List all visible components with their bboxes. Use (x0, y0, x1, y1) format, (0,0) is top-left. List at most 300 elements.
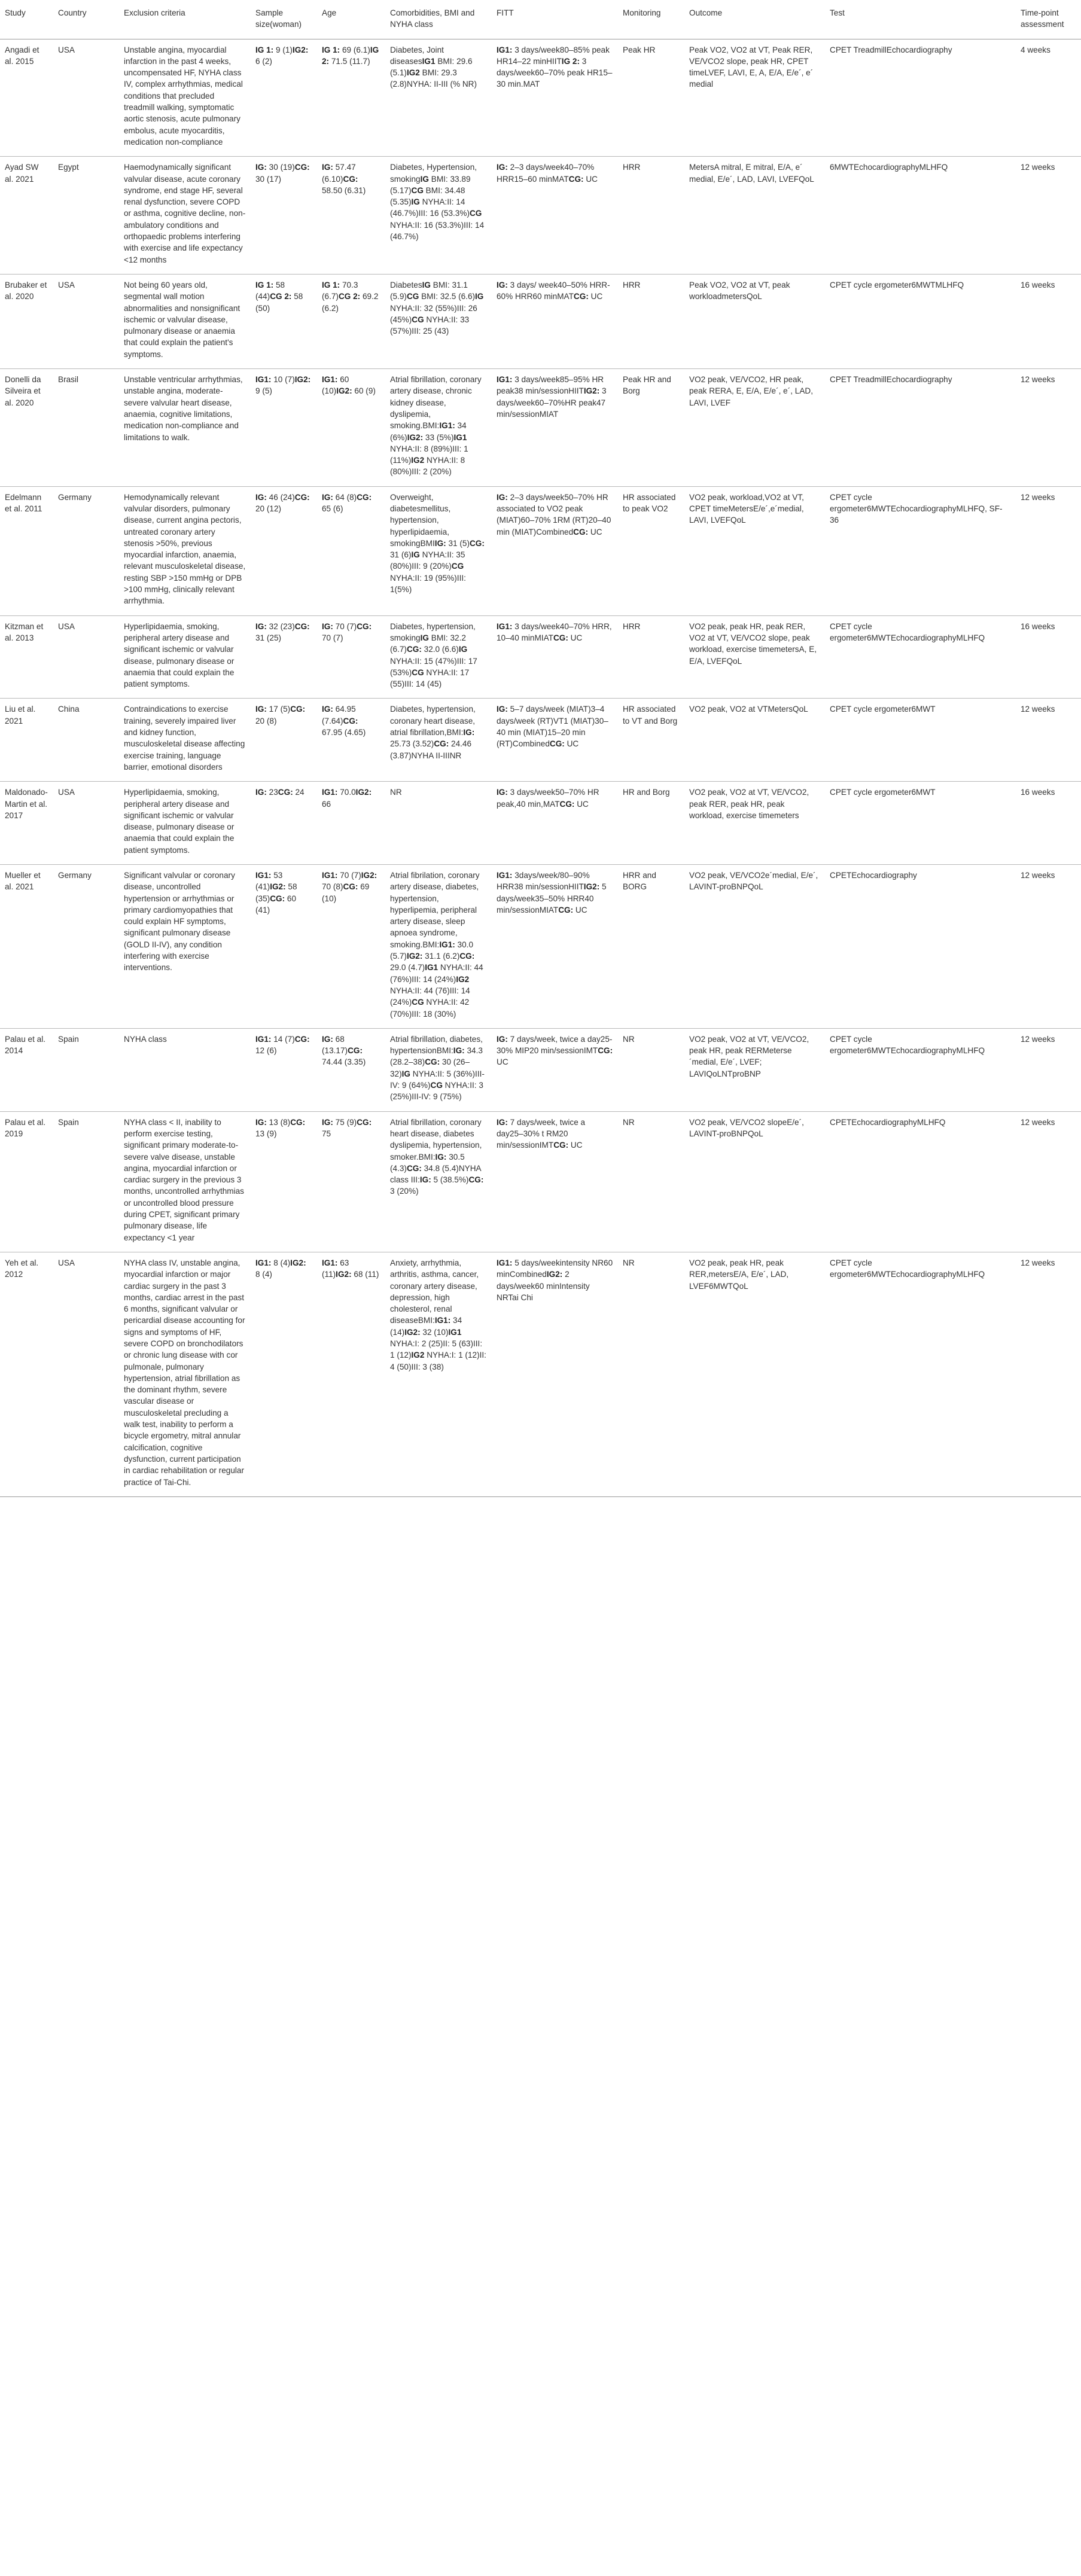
cell-study (0, 1252, 53, 1496)
cell-fitt (492, 369, 618, 487)
column-header-fitt: FITT (492, 4, 618, 39)
cell-outcome (684, 865, 825, 1029)
cell-text: VO2 peak, VE/VCO2, HR peak, peak RERA, E, E/A, E/e´, e´, LAD, LAVI, LVEF (689, 375, 814, 407)
cell-study (0, 699, 53, 782)
cell-sample (251, 39, 317, 157)
group-label: IG 1: (255, 280, 274, 289)
cell-text: Unstable angina, myocardial infarction in the past 4 weeks, uncompensated HF, NYHA class IV, complex arrhythmias, medical conditions that precluded treadmill walking, symptomatic aortic stenosis, acute pulmonary embolus, acute myocarditis, medication non-compliance (124, 45, 243, 147)
table-row (0, 486, 1081, 615)
cell-text-segment: UC (497, 1057, 508, 1067)
cell-text-segment: UC (573, 905, 587, 914)
cell-text-segment: 67.95 (4.65) (322, 728, 366, 737)
group-label: IG (411, 197, 420, 207)
cell-age (317, 1111, 385, 1252)
cell-text-segment: 13 (8) (266, 1117, 291, 1127)
cell-text-segment: 74.44 (3.35) (322, 1057, 366, 1067)
cell-text: Maldonado-Martin et al. 2017 (5, 788, 48, 820)
cell-timepoint (1016, 865, 1081, 1029)
group-label: IG: (497, 1117, 508, 1127)
cell-text: Peak VO2, VO2 at VT, peak workloadmetersQoL (689, 280, 790, 301)
group-label: IG2 (411, 1351, 425, 1360)
group-label: IG (411, 550, 420, 560)
cell-text-segment: 30 (26–32) (390, 1057, 470, 1078)
cell-sample (251, 1252, 317, 1496)
cell-monitoring (618, 615, 684, 699)
cell-text-segment: 7 days/week, twice a day25-30% MIP20 min/sessionIMT (497, 1034, 613, 1056)
cell-text-segment: 3 (20%) (390, 1187, 419, 1196)
group-label: IG2: (407, 432, 424, 442)
cell-monitoring (618, 39, 684, 157)
cell-sample (251, 615, 317, 699)
cell-text-segment: 13 (9) (255, 1129, 277, 1138)
group-label: IG: (419, 1175, 431, 1185)
group-label: CG (430, 1081, 443, 1090)
cell-text: Edelmann et al. 2011 (5, 492, 42, 513)
cell-text-segment: UC (588, 292, 603, 301)
cell-text-segment: NYHA:II: 33 (57%)III: 25 (43) (390, 315, 470, 336)
cell-country (53, 39, 119, 157)
cell-timepoint (1016, 615, 1081, 699)
cell-study (0, 1028, 53, 1111)
group-label: CG: (278, 788, 293, 797)
cell-text-segment: 64 (8) (333, 492, 357, 502)
column-header-timepoint: Time-point assessment (1016, 4, 1081, 39)
cell-timepoint (1016, 274, 1081, 368)
cell-text: 16 weeks (1021, 621, 1055, 631)
cell-age (317, 1252, 385, 1496)
cell-comorb (385, 865, 492, 1029)
cell-country (53, 1252, 119, 1496)
cell-text-segment: NR (390, 788, 402, 797)
column-header-comorb: Comorbidities, BMI and NYHA class (385, 4, 492, 39)
cell-text-segment: 2–3 days/week50–70% HR associated to VO2 peak (MIAT)60–70% 1RM (RT)20–40 min (MIAT)Combined (497, 492, 611, 536)
cell-monitoring (618, 1028, 684, 1111)
cell-text-segment: 3days/week/80–90% HRR38 min/sessionHIIT (497, 871, 590, 892)
cell-text: USA (58, 1258, 75, 1267)
cell-text-segment: 20 (8) (255, 716, 277, 725)
group-label: CG (406, 292, 419, 301)
group-label: CG (412, 667, 424, 677)
cell-exclusion (119, 39, 251, 157)
cell-text-segment: 32.0 (6.6) (421, 645, 459, 654)
group-label: IG: (497, 705, 508, 714)
group-label: IG 2: (322, 45, 379, 66)
cell-text: USA (58, 45, 75, 54)
cell-text: CPET cycle ergometer6MWTEchocardiographyMLHFQ (830, 621, 985, 642)
cell-study (0, 274, 53, 368)
cell-comorb (385, 157, 492, 275)
cell-country (53, 369, 119, 487)
group-label: IG1 (453, 432, 467, 442)
cell-text-segment: 32 (10) (420, 1327, 449, 1337)
group-label: IG1: (497, 45, 513, 54)
cell-text: Significant valvular or coronary disease, uncontrolled hypertension or arrhythmias or primary cardiomyopathies that could explain HF symptoms, significant pulmonary disease (GOLD II-IV), any condition interfering with exercise interventions. (124, 871, 235, 973)
cell-text-segment: 69.2 (6.2) (322, 292, 379, 313)
cell-text-segment: 17 (5) (266, 705, 291, 714)
cell-sample (251, 1111, 317, 1252)
cell-text-segment: 2 days/week60 minIntensity NRTai Chi (497, 1270, 590, 1302)
cell-text: CPETEchocardiographyMLHFQ (830, 1117, 946, 1127)
cell-text: CPET cycle ergometer6MWTMLHFQ (830, 280, 964, 289)
cell-exclusion (119, 486, 251, 615)
cell-text-segment: 58.50 (6.31) (322, 185, 366, 195)
cell-text: 4 weeks (1021, 45, 1050, 54)
cell-text-segment: Anxiety, arrhythmia, arthritis, asthma, cancer, coronary artery disease, depression, high cholesterol, renal diseaseBMI: (390, 1258, 479, 1325)
cell-text: CPET cycle ergometer6MWTEchocardiographyMLHFQ, SF-36 (830, 492, 1003, 525)
cell-text: NR (623, 1258, 635, 1267)
cell-text: 12 weeks (1021, 1117, 1055, 1127)
cell-text-segment: 3 days/ week40–50% HRR- 60% HRR60 minMAT (497, 280, 610, 301)
cell-text-segment: 7 days/week, twice a day25–30% t RM20 min/sessionIMT (497, 1117, 586, 1150)
cell-age (317, 157, 385, 275)
cell-age (317, 486, 385, 615)
table-row (0, 782, 1081, 865)
group-label: CG: (568, 174, 584, 184)
cell-text: NYHA class IV, unstable angina, myocardial infarction or major cardiac surgery in the past 3 months, cardiac arrest in the past 6 months, significant valvular or pericardial disease accounting for signs and symptoms of HF, severe COPD on bronchodilators or chronic lung disease with cor pulmonale, pulmonary hypertension, atrial fibrillation as the dominant rhythm, severe vascular disease or musculoskeletal precluding a walk test, inability to perform a bicycle ergometry, mitral annular calcification, cognitive dysfunction, current participation in cardiac rehabilitation or regular practice of Tai-Chi. (124, 1258, 245, 1487)
cell-test (825, 782, 1016, 865)
cell-text-segment: 58 (44) (255, 280, 285, 301)
cell-comorb (385, 486, 492, 615)
group-label: IG2: (361, 871, 377, 880)
group-label: IG1: (322, 788, 338, 797)
group-label: CG: (357, 1117, 372, 1127)
cell-text: VO2 peak, peak HR, peak RER, VO2 at VT, VE/VCO2 slope, peak workload, exercise timemetersA, E, E/A, LVEFQoL (689, 621, 817, 666)
cell-country (53, 274, 119, 368)
cell-text: Spain (58, 1117, 79, 1127)
group-label: IG: (497, 492, 508, 502)
cell-text-segment: UC (564, 739, 579, 749)
group-label: IG: (497, 788, 508, 797)
cell-text: CPET cycle ergometer6MWTEchocardiographyMLHFQ (830, 1258, 985, 1279)
cell-text-segment: 31 (6) (390, 550, 412, 560)
column-header-age: Age (317, 4, 385, 39)
group-label: CG: (357, 492, 372, 502)
group-label: CG: (357, 621, 372, 631)
cell-sample (251, 486, 317, 615)
group-label: IG (420, 174, 429, 184)
cell-comorb (385, 274, 492, 368)
cell-text-segment: 2–3 days/week40–70% HRR15–60 minMAT (497, 163, 595, 184)
cell-text-segment: 34.3 (28.2–38) (390, 1046, 483, 1067)
cell-text-segment: NYHA:II: 15 (47%)III: 17 (53%) (390, 656, 477, 677)
group-label: IG (458, 645, 468, 654)
group-label: IG1: (434, 1316, 451, 1325)
group-label: IG: (322, 621, 333, 631)
cell-test (825, 865, 1016, 1029)
group-label: CG: (573, 292, 589, 301)
group-label: IG2: (270, 882, 286, 892)
cell-text-segment: NYHA:II: 19 (95%)III: 1(5%) (390, 573, 466, 595)
group-label: IG2 (456, 974, 470, 984)
group-label: IG2: (406, 952, 423, 961)
group-label: IG1: (322, 375, 338, 385)
cell-test (825, 39, 1016, 157)
cell-text-segment: Atrial fibrillation, diabetes, hypertensionBMI: (390, 1034, 483, 1056)
cell-text-segment: 70 (8) (322, 882, 343, 892)
table-row (0, 865, 1081, 1029)
cell-text-segment: UC (588, 527, 602, 536)
cell-test (825, 615, 1016, 699)
group-label: IG1: (439, 940, 455, 949)
cell-outcome (684, 369, 825, 487)
cell-fitt (492, 1111, 618, 1252)
group-label: IG: (453, 1046, 465, 1056)
cell-study (0, 486, 53, 615)
group-label: CG: (469, 538, 485, 548)
cell-comorb (385, 699, 492, 782)
cell-text: 16 weeks (1021, 280, 1055, 289)
group-label: IG2: (404, 1327, 421, 1337)
cell-exclusion (119, 782, 251, 865)
cell-text: CPET TreadmillEchocardiography (830, 45, 952, 54)
cell-text: Contraindications to exercise training, severely impaired liver and kidney function, musculoskeletal disease affecting exercise training, language barrier, emotional disorders (124, 705, 245, 772)
cell-text-segment: 70.3 (6.7) (322, 280, 358, 301)
cell-text: NYHA class (124, 1034, 167, 1044)
group-label: CG: (290, 1117, 306, 1127)
cell-monitoring (618, 486, 684, 615)
cell-text: Ayad SW al. 2021 (5, 163, 39, 184)
cell-exclusion (119, 865, 251, 1029)
cell-text: Kitzman et al. 2013 (5, 621, 44, 642)
group-label: CG: (573, 527, 589, 536)
column-header-monitoring: Monitoring (618, 4, 684, 39)
cell-text: VO2 peak, VO2 at VT, VE/VCO2, peak RER, peak HR, peak workload, exercise timemeters (689, 788, 809, 820)
group-label: CG: (406, 645, 422, 654)
group-label: CG: (343, 716, 358, 725)
cell-text: USA (58, 788, 75, 797)
cell-text-segment: 71.5 (11.7) (329, 56, 370, 66)
cell-text-segment: 58 (50) (255, 292, 303, 313)
cell-age (317, 615, 385, 699)
group-label: CG (411, 185, 424, 195)
cell-text: 12 weeks (1021, 375, 1055, 385)
cell-exclusion (119, 699, 251, 782)
cell-text-segment: BMI: 29.3 (2.8)NYHA: II-III (% NR) (390, 68, 477, 89)
cell-text-segment: Diabetes, hypertension, coronary heart disease, atrial fibrillation,BMI: (390, 705, 476, 737)
cell-text-segment: NYHA:II: 32 (55%)III: 26 (45%) (390, 303, 477, 324)
cell-text-segment: 60 (9) (352, 386, 376, 396)
cell-text: Angadi et al. 2015 (5, 45, 39, 66)
cell-text-segment: 75 (9) (333, 1117, 357, 1127)
cell-comorb (385, 1111, 492, 1252)
cell-text: 12 weeks (1021, 871, 1055, 880)
group-label: CG: (290, 705, 306, 714)
cell-text: Haemodynamically significant valvular disease, acute coronary syndrome, end stage HF, several renal dysfunction, severe COPD or asthma, cognitive decline, non-ambulatory conditions and orthopaedic problems interfering with exercise and life expectancy <12 months (124, 163, 246, 264)
cell-text-segment: 8 (4) (271, 1258, 291, 1267)
cell-text-segment: Diabetes (390, 280, 422, 289)
group-label: IG1: (497, 871, 513, 880)
cell-text: Donelli da Silveira et al. 2020 (5, 375, 41, 407)
cell-text: Liu et al. 2021 (5, 705, 36, 725)
cell-text-segment: Diabetes, Hypertension, smoking (390, 163, 477, 184)
group-label: IG: (322, 492, 333, 502)
group-label: IG1: (255, 1258, 272, 1267)
cell-text: HRR (623, 163, 641, 172)
cell-text: Brasil (58, 375, 78, 385)
cell-sample (251, 157, 317, 275)
cell-text-segment: 20 (12) (255, 504, 282, 513)
cell-text-segment: 70 (7) (322, 633, 343, 642)
cell-text-segment: 8 (4) (255, 1270, 272, 1279)
cell-country (53, 699, 119, 782)
group-label: IG2: (292, 45, 309, 54)
cell-sample (251, 699, 317, 782)
cell-text-segment: BMI: 31.1 (5.9) (390, 280, 468, 301)
cell-text: VO2 peak, peak HR, peak RER,metersE/A, E/e´, LAD, LVEF6MWTQoL (689, 1258, 789, 1291)
cell-text-segment: 3 days/week60–70% peak HR15–30 min.MAT (497, 56, 613, 89)
cell-text: USA (58, 621, 75, 631)
cell-text-segment: 9 (1) (273, 45, 293, 54)
cell-text-segment: NYHA:II: 44 (76)III: 14 (24%) (390, 986, 470, 1007)
cell-text: Germany (58, 871, 92, 880)
group-label: IG 2: (561, 56, 580, 66)
group-label: CG: (549, 739, 565, 749)
cell-text-segment: 70 (7) (333, 621, 357, 631)
cell-timepoint (1016, 39, 1081, 157)
group-label: CG: (425, 1057, 440, 1067)
cell-age (317, 1028, 385, 1111)
cell-timepoint (1016, 1028, 1081, 1111)
cell-text-segment: 60 (41) (255, 894, 297, 914)
cell-text-segment: NYHA:II: 44 (76%)III: 14 (24%) (390, 963, 483, 984)
cell-text-segment: 34 (6%) (390, 421, 467, 442)
group-label: IG: (255, 1117, 267, 1127)
cell-timepoint (1016, 699, 1081, 782)
group-label: IG1 (425, 963, 439, 973)
cell-country (53, 1028, 119, 1111)
cell-monitoring (618, 1252, 684, 1496)
cell-country (53, 865, 119, 1029)
cell-country (53, 157, 119, 275)
table-header-row (0, 4, 1081, 39)
cell-text: NYHA class < II, inability to perform exercise testing, significant primary moderate-to-severe valve disease, unstable angina, myocardial infarction or cardiac surgery in the previous 3 months, uncontrolled arrhythmias or uncontrolled blood pressure during CPET, significant primary pulmonary disease, life expectancy <1 year (124, 1117, 244, 1242)
cell-text-segment: BMI: 29.6 (5.1) (390, 56, 473, 78)
cell-text-segment: 3 days/week50–70% HR peak,40 min,MAT (497, 788, 599, 809)
cell-test (825, 699, 1016, 782)
group-label: CG: (294, 1034, 310, 1044)
group-label: IG1 (422, 56, 436, 66)
table-row (0, 274, 1081, 368)
cell-text: USA (58, 280, 75, 289)
group-label: CG: (343, 174, 358, 184)
group-label: IG: (255, 705, 267, 714)
cell-monitoring (618, 274, 684, 368)
cell-test (825, 1028, 1016, 1111)
group-label: IG: (255, 621, 267, 631)
group-label: CG: (294, 492, 310, 502)
cell-text-segment: 24.46 (3.87)NYHA II-IIINR (390, 739, 472, 760)
cell-exclusion (119, 369, 251, 487)
cell-text-segment: UC (568, 633, 583, 642)
group-label: IG1: (255, 871, 272, 880)
cell-text-segment: 14 (7) (271, 1034, 295, 1044)
cell-text-segment: 30.5 (4.3) (390, 1152, 465, 1173)
cell-fitt (492, 699, 618, 782)
cell-comorb (385, 1028, 492, 1111)
cell-text-segment: 58 (35) (255, 882, 297, 903)
cell-test (825, 1111, 1016, 1252)
group-label: CG: (558, 905, 574, 914)
cell-text: Hyperlipidaemia, smoking, peripheral artery disease and significant ischemic or valvular disease, pulmonary disease or anaemia that could explain the patient symptoms. (124, 621, 235, 689)
cell-text-segment: NYHA:II: 16 (53.3%)III: 14 (46.7%) (390, 220, 485, 242)
cell-outcome (684, 274, 825, 368)
cell-age (317, 39, 385, 157)
cell-monitoring (618, 865, 684, 1029)
group-label: IG1: (497, 1258, 513, 1267)
cell-text: 12 weeks (1021, 1258, 1055, 1267)
cell-text-segment: 34 (14) (390, 1316, 462, 1337)
cell-text-segment: 5 (38.5%) (431, 1175, 469, 1185)
cell-timepoint (1016, 782, 1081, 865)
cell-text: China (58, 705, 80, 714)
cell-text-segment: NYHA:II: 3 (25%)III-IV: 9 (75%) (390, 1081, 483, 1102)
group-label: IG 1: (322, 45, 340, 54)
cell-text-segment: UC (574, 799, 589, 809)
cell-country (53, 1111, 119, 1252)
group-label: CG (469, 209, 482, 218)
table-row (0, 1028, 1081, 1111)
cell-monitoring (618, 369, 684, 487)
group-label: IG1 (448, 1327, 462, 1337)
cell-text: CPET TreadmillEchocardiography (830, 375, 952, 385)
cell-text-segment: 24 (293, 788, 304, 797)
cell-text: Yeh et al. 2012 (5, 1258, 39, 1279)
cell-fitt (492, 615, 618, 699)
cell-country (53, 782, 119, 865)
cell-sample (251, 274, 317, 368)
cell-study (0, 39, 53, 157)
cell-outcome (684, 1252, 825, 1496)
cell-timepoint (1016, 486, 1081, 615)
cell-comorb (385, 615, 492, 699)
group-label: CG: (553, 633, 568, 642)
cell-text-segment: Overweight, diabetesmellitus, hypertension, hyperlipidaemia, smokingBMI (390, 492, 451, 548)
cell-sample (251, 1028, 317, 1111)
cell-text-segment: 25.73 (3.52) (390, 739, 434, 749)
cell-text-segment: 3 days/week80–85% peak HR14–22 minHIIT (497, 45, 610, 66)
group-label: IG 1: (322, 280, 340, 289)
group-label: IG2 (406, 68, 420, 78)
group-label: CG (412, 998, 424, 1007)
cell-outcome (684, 699, 825, 782)
cell-sample (251, 782, 317, 865)
cell-text-segment: NYHA:II: 14 (46.7%)III: 16 (53.3%) (390, 197, 470, 218)
cell-text: 6MWTEchocardiographyMLHFQ (830, 163, 948, 172)
cell-text-segment: 29.0 (4.7) (390, 963, 425, 973)
cell-text-segment: 5–7 days/week (MIAT)3–4 days/week (RT)VT1 (MIAT)30–40 min (MIAT)15–20 min (RT)Combined (497, 705, 608, 749)
cell-text-segment: BMI: 32.2 (6.7) (390, 633, 466, 654)
cell-comorb (385, 369, 492, 487)
group-label: CG: (348, 1046, 363, 1056)
cell-age (317, 782, 385, 865)
cell-outcome (684, 1028, 825, 1111)
cell-text-segment: 3 days/week60–70%HR peak47 min/sessionMIAT (497, 386, 607, 419)
cell-text-segment: 75 (322, 1129, 331, 1138)
column-header-study: Study (0, 4, 53, 39)
group-label: IG2: (294, 375, 311, 385)
cell-text-segment: 63 (11) (322, 1258, 349, 1279)
cell-text: NR (623, 1117, 635, 1127)
cell-text-segment: 69 (6.1) (340, 45, 370, 54)
group-label: IG: (435, 1152, 447, 1162)
cell-outcome (684, 1111, 825, 1252)
cell-text-segment: Diabetes, hypertension, smoking (390, 621, 476, 642)
cell-comorb (385, 39, 492, 157)
cell-text-segment: NYHA:II: 17 (55)III: 14 (45) (390, 667, 470, 689)
cell-text-segment: 30 (17) (255, 174, 282, 184)
cell-test (825, 274, 1016, 368)
cell-sample (251, 865, 317, 1029)
